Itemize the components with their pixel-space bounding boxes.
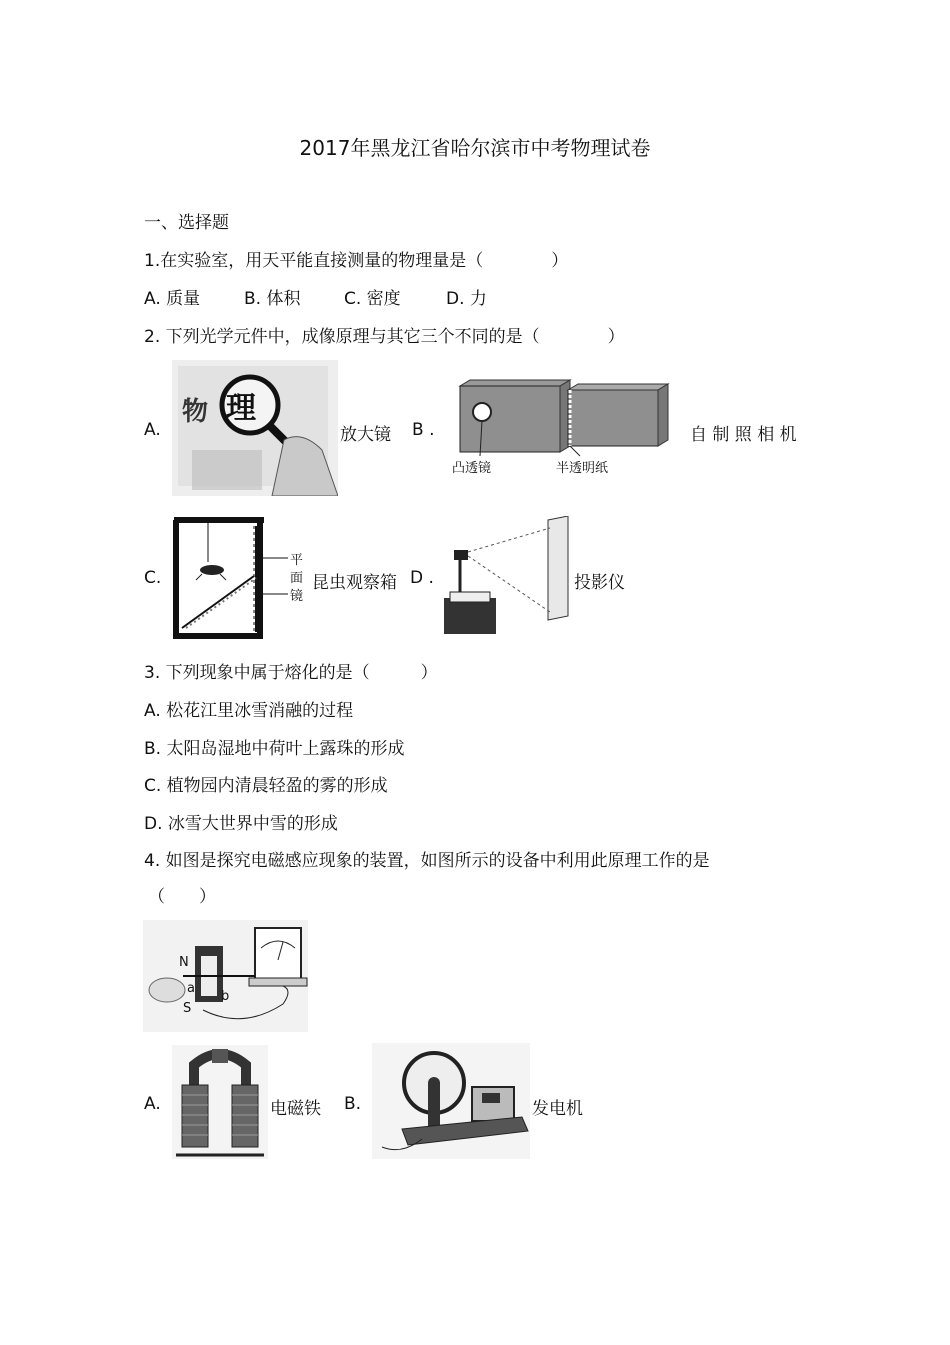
- q2-d-label: 投影仪: [574, 573, 625, 593]
- mirror-caption-1: 平: [290, 553, 304, 568]
- south-pole-label: S: [183, 1001, 192, 1016]
- svg-text:理: 理: [226, 391, 256, 426]
- section-heading: 一、选择题: [144, 213, 229, 233]
- q4-stem: 4. 如图是探究电磁感应现象的装置，如图所示的设备中利用此原理工作的是: [144, 851, 710, 871]
- q4-a-letter: A.: [144, 1094, 161, 1114]
- q4-b-label: 发电机: [532, 1099, 583, 1119]
- q2-stem: 2. 下列光学元件中，成像原理与其它三个不同的是（ ）: [144, 327, 625, 347]
- q3-option-d: D. 冰雪大世界中雪的形成: [144, 814, 338, 834]
- lens-caption: 凸透镜: [452, 461, 492, 476]
- q4-a-label: 电磁铁: [270, 1099, 321, 1119]
- wire-end-a-label: a: [187, 981, 195, 996]
- paper-caption: 半透明纸: [556, 461, 609, 476]
- q3-option-b: B. 太阳岛湿地中荷叶上露珠的形成: [144, 739, 405, 759]
- q1-option-d: D. 力: [446, 289, 487, 309]
- projector-image: [440, 516, 572, 640]
- q3-stem: 3. 下列现象中属于熔化的是（ ）: [144, 663, 438, 683]
- mirror-caption-3: 镜: [290, 589, 304, 604]
- magnifier-image: [172, 360, 338, 496]
- wire-end-b-label: b: [221, 989, 230, 1004]
- q2-d-letter: D .: [410, 568, 434, 588]
- q2-c-label: 昆虫观察箱: [312, 573, 397, 593]
- insect-box-image: [172, 516, 310, 640]
- q1-stem: 1.在实验室，用天平能直接测量的物理量是（ ）: [144, 251, 569, 271]
- q1-option-a: A. 质量: [144, 289, 201, 309]
- electromagnet-image: [172, 1045, 268, 1159]
- camera-box-image: [450, 376, 680, 480]
- magnifier-text: 物: [182, 397, 209, 427]
- north-pole-label: N: [179, 955, 189, 970]
- q1-option-c: C. 密度: [344, 289, 401, 309]
- q2-a-letter: A.: [144, 420, 161, 440]
- q2-c-letter: C.: [144, 568, 162, 588]
- q3-option-c: C. 植物园内清晨轻盈的雾的形成: [144, 776, 388, 796]
- q3-option-a: A. 松花江里冰雪消融的过程: [144, 701, 354, 721]
- q2-b-letter: B .: [412, 420, 435, 440]
- page-title: 2017年黑龙江省哈尔滨市中考物理试卷: [299, 136, 651, 160]
- q1-option-b: B. 体积: [244, 289, 301, 309]
- q2-b-label: 自 制 照 相 机: [690, 425, 797, 445]
- generator-image: [372, 1043, 530, 1159]
- q4-b-letter: B.: [344, 1094, 362, 1114]
- induction-apparatus-image: [143, 920, 308, 1032]
- mirror-caption-2: 面: [290, 571, 304, 586]
- q2-a-label: 放大镜: [340, 425, 391, 445]
- q4-paren: （ ）: [148, 887, 216, 907]
